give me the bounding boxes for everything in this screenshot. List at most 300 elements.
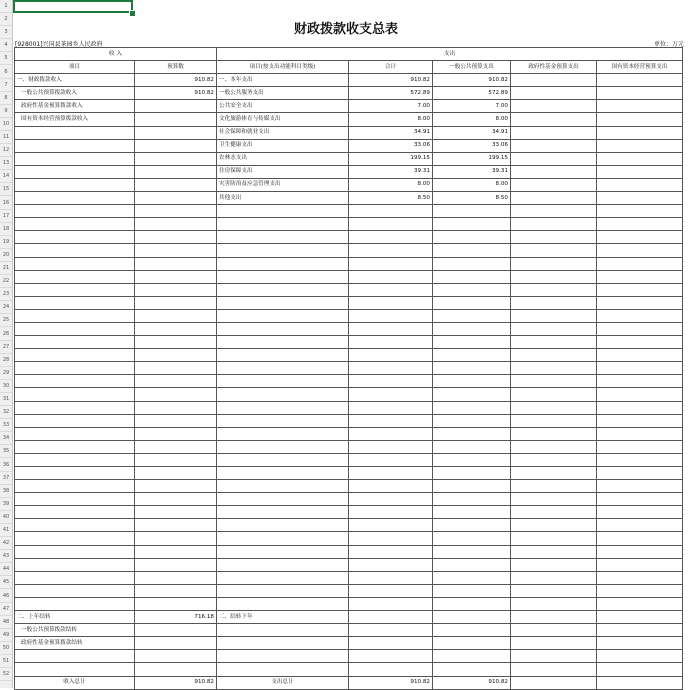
table-cell[interactable]: [135, 296, 217, 309]
row-number[interactable]: 15: [0, 183, 12, 196]
expense-fund-cell[interactable]: [511, 74, 597, 87]
table-cell[interactable]: [217, 584, 349, 597]
table-cell[interactable]: [511, 676, 597, 689]
table-cell[interactable]: [511, 414, 597, 427]
table-cell[interactable]: [217, 519, 349, 532]
row-number[interactable]: 1: [0, 0, 12, 13]
table-cell[interactable]: [217, 532, 349, 545]
expense-total-cell[interactable]: 199.15: [349, 152, 433, 165]
table-cell[interactable]: [15, 506, 135, 519]
table-cell[interactable]: [135, 244, 217, 257]
expense-item-cell[interactable]: 公共安全支出: [217, 100, 349, 113]
row-number[interactable]: 11: [0, 131, 12, 144]
table-cell[interactable]: [349, 296, 433, 309]
expense-item-cell[interactable]: 一、本年支出: [217, 74, 349, 87]
table-cell[interactable]: [135, 205, 217, 218]
table-cell[interactable]: [135, 388, 217, 401]
table-cell[interactable]: [433, 270, 511, 283]
table-cell[interactable]: [217, 506, 349, 519]
table-cell[interactable]: [217, 349, 349, 362]
table-cell[interactable]: [433, 244, 511, 257]
table-cell[interactable]: [511, 205, 597, 218]
row-number[interactable]: 32: [0, 406, 12, 419]
table-cell[interactable]: [433, 427, 511, 440]
table-cell[interactable]: [511, 545, 597, 558]
income-item-cell[interactable]: [15, 126, 135, 139]
table-cell[interactable]: [217, 257, 349, 270]
table-cell[interactable]: [217, 637, 349, 650]
table-cell[interactable]: [597, 493, 683, 506]
row-number[interactable]: 21: [0, 262, 12, 275]
table-cell[interactable]: [15, 453, 135, 466]
row-number[interactable]: 33: [0, 419, 12, 432]
table-cell[interactable]: [217, 414, 349, 427]
table-cell[interactable]: [349, 532, 433, 545]
table-cell[interactable]: [349, 453, 433, 466]
expense-header[interactable]: 支出: [217, 48, 683, 61]
table-cell[interactable]: [597, 283, 683, 296]
row-number[interactable]: 17: [0, 210, 12, 223]
expense-total-cell[interactable]: 910.82: [349, 74, 433, 87]
table-cell[interactable]: [349, 244, 433, 257]
table-cell[interactable]: [597, 296, 683, 309]
table-cell[interactable]: [511, 611, 597, 624]
table-cell[interactable]: [135, 519, 217, 532]
table-cell[interactable]: [597, 244, 683, 257]
table-cell[interactable]: [511, 571, 597, 584]
table-cell[interactable]: [597, 453, 683, 466]
row-number[interactable]: 49: [0, 629, 12, 642]
expense-item-cell[interactable]: 灾害防治及应急管理支出: [217, 178, 349, 191]
income-total-value[interactable]: 910.82: [135, 676, 217, 689]
table-cell[interactable]: [15, 584, 135, 597]
table-cell[interactable]: [349, 467, 433, 480]
table-cell[interactable]: [349, 663, 433, 676]
expense-state-cell[interactable]: [597, 165, 683, 178]
table-cell[interactable]: [15, 663, 135, 676]
table-cell[interactable]: [15, 427, 135, 440]
row-number[interactable]: 31: [0, 393, 12, 406]
expense-total-cell[interactable]: 8.00: [349, 113, 433, 126]
table-cell[interactable]: [349, 440, 433, 453]
carry-sub1[interactable]: 一般公共预算拨款结转: [15, 624, 135, 637]
table-cell[interactable]: [433, 414, 511, 427]
table-cell[interactable]: [433, 480, 511, 493]
table-cell[interactable]: [135, 349, 217, 362]
expense-item-cell[interactable]: 文化旅游体育与传媒支出: [217, 113, 349, 126]
table-cell[interactable]: [135, 558, 217, 571]
row-number[interactable]: 14: [0, 170, 12, 183]
row-number[interactable]: 34: [0, 432, 12, 445]
table-cell[interactable]: [433, 257, 511, 270]
table-cell[interactable]: [135, 414, 217, 427]
table-cell[interactable]: [217, 571, 349, 584]
table-cell[interactable]: [217, 322, 349, 335]
expense-state-cell[interactable]: [597, 87, 683, 100]
row-number[interactable]: 47: [0, 603, 12, 616]
col-budget-header[interactable]: 预算数: [135, 61, 217, 74]
table-cell[interactable]: [433, 558, 511, 571]
income-value-cell[interactable]: [135, 192, 217, 205]
table-cell[interactable]: [433, 611, 511, 624]
table-cell[interactable]: [511, 218, 597, 231]
table-cell[interactable]: [597, 480, 683, 493]
table-cell[interactable]: [217, 283, 349, 296]
table-cell[interactable]: [433, 650, 511, 663]
col-fund-header[interactable]: 政府性基金预算支出: [511, 61, 597, 74]
table-cell[interactable]: [15, 257, 135, 270]
expense-general-cell[interactable]: 34.91: [433, 126, 511, 139]
income-item-cell[interactable]: [15, 152, 135, 165]
row-number[interactable]: 41: [0, 524, 12, 537]
table-cell[interactable]: [15, 349, 135, 362]
table-cell[interactable]: [135, 362, 217, 375]
table-cell[interactable]: [217, 493, 349, 506]
row-number[interactable]: 7: [0, 79, 12, 92]
row-number[interactable]: 42: [0, 537, 12, 550]
col-total-header[interactable]: 合计: [349, 61, 433, 74]
table-cell[interactable]: [433, 296, 511, 309]
table-cell[interactable]: [135, 480, 217, 493]
income-value-cell[interactable]: [135, 126, 217, 139]
table-cell[interactable]: [597, 676, 683, 689]
table-cell[interactable]: [597, 571, 683, 584]
row-number[interactable]: 2: [0, 13, 12, 26]
table-cell[interactable]: [349, 414, 433, 427]
table-cell[interactable]: [217, 362, 349, 375]
table-cell[interactable]: [349, 270, 433, 283]
income-item-cell[interactable]: [15, 192, 135, 205]
table-cell[interactable]: [433, 283, 511, 296]
table-cell[interactable]: [511, 388, 597, 401]
table-cell[interactable]: [511, 663, 597, 676]
table-cell[interactable]: [135, 283, 217, 296]
table-cell[interactable]: [217, 296, 349, 309]
table-cell[interactable]: [433, 545, 511, 558]
table-cell[interactable]: [433, 362, 511, 375]
table-cell[interactable]: [135, 453, 217, 466]
table-cell[interactable]: [511, 493, 597, 506]
table-cell[interactable]: [15, 309, 135, 322]
table-cell[interactable]: [135, 637, 217, 650]
table-cell[interactable]: [511, 349, 597, 362]
table-cell[interactable]: [511, 336, 597, 349]
row-number[interactable]: 16: [0, 197, 12, 210]
table-cell[interactable]: [511, 532, 597, 545]
table-cell[interactable]: [597, 519, 683, 532]
table-cell[interactable]: [135, 532, 217, 545]
expense-item-cell[interactable]: 住房保障支出: [217, 165, 349, 178]
col-exp-item-header[interactable]: 项目(按支出功能科目类级): [217, 61, 349, 74]
table-cell[interactable]: [511, 453, 597, 466]
table-cell[interactable]: [511, 257, 597, 270]
income-total-label[interactable]: 收入总计: [15, 676, 135, 689]
table-cell[interactable]: [433, 349, 511, 362]
expense-state-cell[interactable]: [597, 139, 683, 152]
table-cell[interactable]: [15, 440, 135, 453]
table-cell[interactable]: [433, 440, 511, 453]
table-cell[interactable]: [349, 322, 433, 335]
row-number[interactable]: 48: [0, 616, 12, 629]
table-cell[interactable]: [217, 597, 349, 610]
table-cell[interactable]: [511, 401, 597, 414]
row-number[interactable]: 20: [0, 249, 12, 262]
table-cell[interactable]: [597, 309, 683, 322]
income-value-cell[interactable]: [135, 178, 217, 191]
table-cell[interactable]: [15, 480, 135, 493]
table-cell[interactable]: [349, 637, 433, 650]
table-cell[interactable]: [349, 506, 433, 519]
table-cell[interactable]: [511, 231, 597, 244]
table-cell[interactable]: [15, 401, 135, 414]
table-cell[interactable]: [135, 571, 217, 584]
expense-item-cell[interactable]: 其他支出: [217, 192, 349, 205]
table-cell[interactable]: [135, 322, 217, 335]
row-number[interactable]: 12: [0, 144, 12, 157]
table-cell[interactable]: [217, 440, 349, 453]
table-cell[interactable]: [511, 440, 597, 453]
table-cell[interactable]: [217, 205, 349, 218]
income-item-cell[interactable]: 政府性基金预算拨款收入: [15, 100, 135, 113]
table-cell[interactable]: [511, 322, 597, 335]
expense-fund-cell[interactable]: [511, 165, 597, 178]
table-cell[interactable]: [433, 388, 511, 401]
expense-item-cell[interactable]: 农林水支出: [217, 152, 349, 165]
table-cell[interactable]: [597, 401, 683, 414]
row-number[interactable]: 4: [0, 39, 12, 52]
table-cell[interactable]: [597, 231, 683, 244]
table-cell[interactable]: [135, 597, 217, 610]
table-cell[interactable]: [15, 532, 135, 545]
table-cell[interactable]: [135, 584, 217, 597]
table-cell[interactable]: [217, 218, 349, 231]
table-cell[interactable]: [15, 218, 135, 231]
row-number[interactable]: 36: [0, 459, 12, 472]
selected-cell[interactable]: [13, 0, 133, 13]
table-cell[interactable]: [433, 231, 511, 244]
table-cell[interactable]: [15, 322, 135, 335]
table-cell[interactable]: [135, 231, 217, 244]
table-cell[interactable]: [135, 427, 217, 440]
row-number[interactable]: 46: [0, 590, 12, 603]
table-cell[interactable]: [349, 624, 433, 637]
table-cell[interactable]: [511, 519, 597, 532]
income-item-cell[interactable]: [15, 165, 135, 178]
table-cell[interactable]: [135, 401, 217, 414]
table-cell[interactable]: [15, 231, 135, 244]
expense-general-cell[interactable]: 7.00: [433, 100, 511, 113]
table-cell[interactable]: [433, 597, 511, 610]
table-cell[interactable]: [597, 558, 683, 571]
table-cell[interactable]: [15, 388, 135, 401]
table-cell[interactable]: [349, 584, 433, 597]
expense-fund-cell[interactable]: [511, 113, 597, 126]
row-number[interactable]: 37: [0, 472, 12, 485]
row-number[interactable]: 3: [0, 26, 12, 39]
row-number[interactable]: 26: [0, 328, 12, 341]
row-number[interactable]: 9: [0, 105, 12, 118]
table-cell[interactable]: [349, 597, 433, 610]
table-cell[interactable]: [597, 336, 683, 349]
table-cell[interactable]: [135, 467, 217, 480]
row-number[interactable]: 40: [0, 511, 12, 524]
table-cell[interactable]: [217, 650, 349, 663]
table-cell[interactable]: [597, 362, 683, 375]
table-cell[interactable]: [217, 624, 349, 637]
income-item-cell[interactable]: [15, 139, 135, 152]
table-cell[interactable]: [217, 427, 349, 440]
table-cell[interactable]: [135, 309, 217, 322]
expense-fund-cell[interactable]: [511, 178, 597, 191]
prior-carry-label[interactable]: 二、上年结转: [15, 611, 135, 624]
table-cell[interactable]: [597, 624, 683, 637]
prior-carry-value[interactable]: 716.18: [135, 611, 217, 624]
table-cell[interactable]: [135, 493, 217, 506]
table-cell[interactable]: [433, 637, 511, 650]
table-cell[interactable]: [217, 467, 349, 480]
income-value-cell[interactable]: [135, 152, 217, 165]
table-cell[interactable]: [15, 270, 135, 283]
table-cell[interactable]: [135, 650, 217, 663]
table-cell[interactable]: [597, 637, 683, 650]
table-cell[interactable]: [433, 205, 511, 218]
row-number[interactable]: 52: [0, 668, 12, 681]
table-cell[interactable]: [349, 309, 433, 322]
table-cell[interactable]: [217, 663, 349, 676]
table-cell[interactable]: [597, 205, 683, 218]
expense-state-cell[interactable]: [597, 113, 683, 126]
fill-handle[interactable]: [129, 10, 136, 17]
row-number[interactable]: 23: [0, 288, 12, 301]
table-cell[interactable]: [597, 597, 683, 610]
table-cell[interactable]: [15, 650, 135, 663]
table-cell[interactable]: [15, 571, 135, 584]
table-cell[interactable]: [349, 388, 433, 401]
expense-state-cell[interactable]: [597, 178, 683, 191]
table-cell[interactable]: [511, 362, 597, 375]
table-cell[interactable]: [15, 414, 135, 427]
table-cell[interactable]: [433, 663, 511, 676]
table-cell[interactable]: [349, 231, 433, 244]
table-cell[interactable]: [511, 637, 597, 650]
col-general-header[interactable]: 一般公共预算支出: [433, 61, 511, 74]
table-cell[interactable]: [433, 336, 511, 349]
table-cell[interactable]: [511, 650, 597, 663]
table-cell[interactable]: [15, 336, 135, 349]
col-state-header[interactable]: 国有资本经营预算支出: [597, 61, 683, 74]
row-number[interactable]: 24: [0, 301, 12, 314]
expense-state-cell[interactable]: [597, 192, 683, 205]
table-cell[interactable]: [135, 218, 217, 231]
table-cell[interactable]: [217, 244, 349, 257]
table-cell[interactable]: [135, 375, 217, 388]
table-cell[interactable]: [511, 597, 597, 610]
row-number[interactable]: 45: [0, 576, 12, 589]
table-cell[interactable]: [15, 493, 135, 506]
expense-general-cell[interactable]: 39.31: [433, 165, 511, 178]
table-cell[interactable]: [597, 218, 683, 231]
table-cell[interactable]: [433, 467, 511, 480]
table-cell[interactable]: [433, 532, 511, 545]
table-cell[interactable]: [597, 650, 683, 663]
table-cell[interactable]: [217, 231, 349, 244]
table-cell[interactable]: [597, 414, 683, 427]
row-number[interactable]: 27: [0, 341, 12, 354]
table-cell[interactable]: [597, 349, 683, 362]
table-cell[interactable]: [597, 270, 683, 283]
table-cell[interactable]: [597, 532, 683, 545]
table-cell[interactable]: [349, 519, 433, 532]
expense-total-value[interactable]: 910.82: [349, 676, 433, 689]
table-cell[interactable]: [15, 283, 135, 296]
table-cell[interactable]: [349, 401, 433, 414]
table-cell[interactable]: [135, 624, 217, 637]
income-value-cell[interactable]: 910.82: [135, 87, 217, 100]
table-cell[interactable]: [349, 375, 433, 388]
table-cell[interactable]: [349, 545, 433, 558]
table-cell[interactable]: [511, 244, 597, 257]
table-cell[interactable]: [597, 467, 683, 480]
table-cell[interactable]: [349, 336, 433, 349]
table-cell[interactable]: [15, 597, 135, 610]
expense-general-cell[interactable]: 572.89: [433, 87, 511, 100]
row-number[interactable]: 10: [0, 118, 12, 131]
table-cell[interactable]: [433, 571, 511, 584]
table-cell[interactable]: [135, 440, 217, 453]
table-cell[interactable]: [349, 218, 433, 231]
table-cell[interactable]: [597, 663, 683, 676]
expense-general-cell[interactable]: 199.15: [433, 152, 511, 165]
expense-general-cell[interactable]: 33.06: [433, 139, 511, 152]
row-number[interactable]: 39: [0, 498, 12, 511]
table-cell[interactable]: [135, 257, 217, 270]
row-number[interactable]: 22: [0, 275, 12, 288]
table-cell[interactable]: [349, 283, 433, 296]
table-cell[interactable]: [433, 584, 511, 597]
row-number[interactable]: 25: [0, 314, 12, 327]
table-cell[interactable]: [433, 375, 511, 388]
row-header-column[interactable]: [0, 0, 13, 688]
expense-fund-cell[interactable]: [511, 192, 597, 205]
next-carry-label[interactable]: 二、结转下年: [217, 611, 349, 624]
income-item-cell[interactable]: 一、财政拨款收入: [15, 74, 135, 87]
expense-state-cell[interactable]: [597, 126, 683, 139]
row-number[interactable]: 5: [0, 52, 12, 65]
table-cell[interactable]: [511, 480, 597, 493]
table-cell[interactable]: [511, 558, 597, 571]
row-number[interactable]: 38: [0, 485, 12, 498]
table-cell[interactable]: [349, 571, 433, 584]
expense-total-cell[interactable]: 7.00: [349, 100, 433, 113]
expense-fund-cell[interactable]: [511, 87, 597, 100]
table-cell[interactable]: [15, 375, 135, 388]
table-cell[interactable]: [433, 506, 511, 519]
row-number[interactable]: 28: [0, 354, 12, 367]
table-cell[interactable]: [511, 467, 597, 480]
table-cell[interactable]: [597, 322, 683, 335]
table-cell[interactable]: [597, 545, 683, 558]
table-cell[interactable]: [15, 244, 135, 257]
table-cell[interactable]: [511, 309, 597, 322]
expense-general-cell[interactable]: 8.00: [433, 178, 511, 191]
table-cell[interactable]: [433, 401, 511, 414]
table-cell[interactable]: [597, 506, 683, 519]
row-number[interactable]: 18: [0, 223, 12, 236]
table-cell[interactable]: [349, 611, 433, 624]
table-cell[interactable]: [349, 257, 433, 270]
expense-fund-cell[interactable]: [511, 100, 597, 113]
table-cell[interactable]: [135, 336, 217, 349]
